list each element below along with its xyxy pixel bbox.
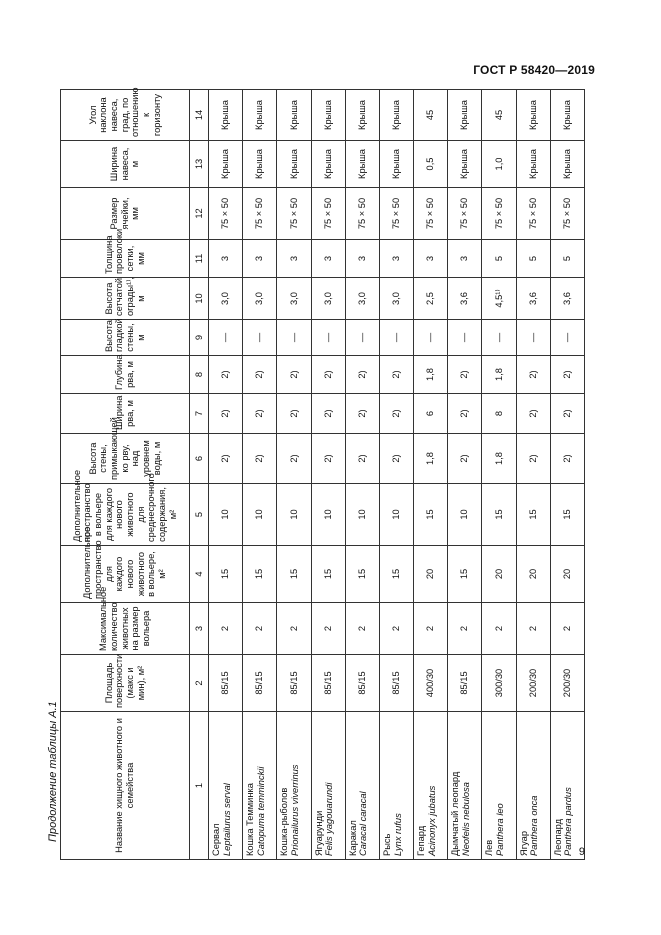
column-number-3: 3 xyxy=(190,603,209,655)
cell-col-3: 2 xyxy=(345,603,379,655)
column-number-4: 4 xyxy=(190,546,209,603)
cell-col-5: 10 xyxy=(243,484,277,546)
species-name-cell xyxy=(414,712,448,860)
table-row xyxy=(311,90,345,860)
cell-col-11: 5 xyxy=(516,240,550,278)
species-common-name: Дымчатый леопард xyxy=(450,771,461,856)
cell-col-8: 1,8 xyxy=(482,356,516,394)
cell-col-12: 75 × 50 xyxy=(550,188,584,240)
species-latin-name: Acinonyx jubatus xyxy=(426,785,437,856)
cell-col-9: — xyxy=(482,320,516,356)
species-name-cell xyxy=(448,712,482,860)
cell-col-5: 10 xyxy=(379,484,413,546)
cell-col-9: — xyxy=(209,320,243,356)
cell-col-3: 2 xyxy=(550,603,584,655)
column-header-11: Толщина проволоки сетки, мм xyxy=(61,240,190,278)
cell-col-4: 15 xyxy=(277,546,311,603)
cell-col-14: 45 xyxy=(414,90,448,141)
cell-col-2: 85/15 xyxy=(345,655,379,712)
cell-col-14: Крыша xyxy=(448,90,482,141)
cell-col-4: 20 xyxy=(414,546,448,603)
cell-col-7: 8 xyxy=(482,394,516,434)
cell-col-5: 10 xyxy=(277,484,311,546)
cell-col-2: 300/30 xyxy=(482,655,516,712)
species-name-cell xyxy=(516,712,550,860)
cell-col-6: 2) xyxy=(345,434,379,484)
column-number-14: 14 xyxy=(190,90,209,141)
cell-col-11: 3 xyxy=(209,240,243,278)
column-header-1: Название хищного животного и семейства xyxy=(61,712,190,860)
cell-col-12: 75 × 50 xyxy=(209,188,243,240)
cell-col-3: 2 xyxy=(209,603,243,655)
column-header-13: Ширина навеса, м xyxy=(61,141,190,188)
cell-col-12: 75 × 50 xyxy=(379,188,413,240)
cell-col-3: 2 xyxy=(482,603,516,655)
column-header-10: Высота сетчатой ограды¹⁾, м xyxy=(61,278,190,320)
cell-col-6: 2) xyxy=(448,434,482,484)
cell-col-10: 3,0 xyxy=(379,278,413,320)
cell-col-8: 1,8 xyxy=(414,356,448,394)
species-common-name: Лев xyxy=(484,839,495,856)
column-header-6: Высота стены, примыкающей ко рву, над уровнем воды, м xyxy=(61,434,190,484)
species-common-name: Сервал xyxy=(211,823,221,856)
cell-col-2: 400/30 xyxy=(414,655,448,712)
column-number-1: 1 xyxy=(190,712,209,860)
cell-col-4: 15 xyxy=(209,546,243,603)
table-body xyxy=(209,90,585,860)
cell-col-13: Крыша xyxy=(379,141,413,188)
cell-col-8: 2) xyxy=(448,356,482,394)
cell-col-10: 3,0 xyxy=(345,278,379,320)
table-row xyxy=(448,90,482,860)
cell-col-14: Крыша xyxy=(379,90,413,141)
cell-col-6: 2) xyxy=(243,434,277,484)
column-number-9: 9 xyxy=(190,320,209,356)
table-row xyxy=(277,90,311,860)
cell-col-7: 2) xyxy=(311,394,345,434)
table-row xyxy=(209,90,243,860)
species-name-cell xyxy=(277,712,311,860)
column-header-9: Высота гладкой стены, м xyxy=(61,320,190,356)
column-number-5: 5 xyxy=(190,484,209,546)
cell-col-13: Крыша xyxy=(345,141,379,188)
cell-col-14: Крыша xyxy=(311,90,345,141)
cell-col-4: 15 xyxy=(311,546,345,603)
column-header-5: Дополнительное пространство в вольере для каждого нового животного для среднесрочного содержания, м² xyxy=(61,484,190,546)
species-common-name: Гепард xyxy=(416,825,427,856)
cell-col-12: 75 × 50 xyxy=(516,188,550,240)
species-common-name: Кошка Темминка xyxy=(245,783,256,856)
column-header-4: Дополнительное пространство для каждого нового животного в вольере, м² xyxy=(61,546,190,603)
cell-col-14: 45 xyxy=(482,90,516,141)
species-latin-name: Panthera onca xyxy=(529,795,540,856)
cell-col-6: 2) xyxy=(277,434,311,484)
column-number-6: 6 xyxy=(190,434,209,484)
cell-col-10: 3,0 xyxy=(277,278,311,320)
cell-col-14: Крыша xyxy=(550,90,584,141)
species-name-cell xyxy=(311,712,345,860)
cell-col-13: 1,0 xyxy=(482,141,516,188)
cell-col-9: — xyxy=(243,320,277,356)
cell-col-2: 200/30 xyxy=(550,655,584,712)
table-row xyxy=(550,90,584,860)
cell-col-10: 3,6 xyxy=(448,278,482,320)
cell-col-9: — xyxy=(345,320,379,356)
cell-col-5: 10 xyxy=(311,484,345,546)
column-number-13: 13 xyxy=(190,141,209,188)
cell-col-6: 1,8 xyxy=(414,434,448,484)
cell-col-6: 1,8 xyxy=(482,434,516,484)
cell-col-8: 2) xyxy=(345,356,379,394)
species-name-cell xyxy=(379,712,413,860)
cell-col-12: 75 × 50 xyxy=(277,188,311,240)
species-latin-name: Catopuma temminckii xyxy=(255,766,266,856)
cell-col-2: 85/15 xyxy=(311,655,345,712)
table-row xyxy=(345,90,379,860)
species-common-name: Каракал xyxy=(347,820,358,856)
cell-col-11: 3 xyxy=(379,240,413,278)
cell-col-6: 2) xyxy=(209,434,243,484)
cell-col-5: 15 xyxy=(516,484,550,546)
cell-col-7: 2) xyxy=(448,394,482,434)
table-row xyxy=(414,90,448,860)
cell-col-6: 2) xyxy=(311,434,345,484)
cell-col-8: 2) xyxy=(243,356,277,394)
cell-col-10: 3,0 xyxy=(243,278,277,320)
column-header-7: Ширина рва, м xyxy=(61,394,190,434)
species-name-cell xyxy=(243,712,277,860)
cell-col-13: Крыша xyxy=(516,141,550,188)
species-latin-name: Felis yagouarundi xyxy=(324,782,335,856)
cell-col-12: 75 × 50 xyxy=(414,188,448,240)
column-header-3: Максимальное количество животных на размер вольера xyxy=(61,603,190,655)
data-table xyxy=(60,89,585,860)
cell-col-3: 2 xyxy=(243,603,277,655)
species-common-name: Кошка-рыболов xyxy=(279,787,290,856)
cell-col-12: 75 × 50 xyxy=(448,188,482,240)
cell-col-5: 10 xyxy=(209,484,243,546)
column-number-12: 12 xyxy=(190,188,209,240)
cell-col-4: 15 xyxy=(345,546,379,603)
cell-col-2: 85/15 xyxy=(379,655,413,712)
cell-col-5: 10 xyxy=(448,484,482,546)
cell-col-8: 2) xyxy=(379,356,413,394)
species-latin-name: Panthera leo xyxy=(495,803,506,856)
column-number-7: 7 xyxy=(190,394,209,434)
cell-col-8: 2) xyxy=(516,356,550,394)
column-header-14: Угол наклона навеса, град, по отношению к горизонту xyxy=(61,90,190,141)
cell-col-13: Крыша xyxy=(448,141,482,188)
cell-col-14: Крыша xyxy=(209,90,243,141)
cell-col-9: — xyxy=(516,320,550,356)
cell-col-14: Крыша xyxy=(345,90,379,141)
cell-col-10: 3,0 xyxy=(311,278,345,320)
cell-col-5: 15 xyxy=(482,484,516,546)
species-name-cell xyxy=(550,712,584,860)
column-number-2: 2 xyxy=(190,655,209,712)
cell-col-10: 4,5¹⁾ xyxy=(482,278,516,320)
cell-col-10: 3,6 xyxy=(550,278,584,320)
cell-col-3: 2 xyxy=(448,603,482,655)
column-number-11: 11 xyxy=(190,240,209,278)
header-row xyxy=(61,90,190,860)
cell-col-8: 2) xyxy=(209,356,243,394)
species-latin-name: Panthera pardus xyxy=(563,787,574,856)
cell-col-13: Крыша xyxy=(243,141,277,188)
cell-col-4: 20 xyxy=(482,546,516,603)
cell-col-11: 5 xyxy=(550,240,584,278)
column-header-12: Размер ячейки, мм xyxy=(61,188,190,240)
cell-col-2: 85/15 xyxy=(209,655,243,712)
cell-col-11: 3 xyxy=(243,240,277,278)
cell-col-10: 3,6 xyxy=(516,278,550,320)
cell-col-4: 20 xyxy=(516,546,550,603)
cell-col-14: Крыша xyxy=(277,90,311,141)
species-name-cell xyxy=(345,712,379,860)
table-row xyxy=(379,90,413,860)
cell-col-9: — xyxy=(277,320,311,356)
cell-col-13: Крыша xyxy=(277,141,311,188)
cell-col-11: 3 xyxy=(311,240,345,278)
cell-col-3: 2 xyxy=(311,603,345,655)
cell-col-11: 3 xyxy=(414,240,448,278)
cell-col-3: 2 xyxy=(516,603,550,655)
cell-col-6: 2) xyxy=(550,434,584,484)
species-latin-name: Lynx rufus xyxy=(392,813,403,856)
cell-col-7: 2) xyxy=(243,394,277,434)
cell-col-12: 75 × 50 xyxy=(243,188,277,240)
cell-col-13: Крыша xyxy=(209,141,243,188)
cell-col-10: 2,5 xyxy=(414,278,448,320)
cell-col-4: 15 xyxy=(243,546,277,603)
cell-col-7: 2) xyxy=(345,394,379,434)
species-common-name: Ягуарунди xyxy=(313,810,324,856)
table-row xyxy=(482,90,516,860)
column-number-8: 8 xyxy=(190,356,209,394)
table-caption: Продолжение таблицы А.1 xyxy=(47,701,59,842)
cell-col-7: 2) xyxy=(516,394,550,434)
cell-col-11: 5 xyxy=(482,240,516,278)
cell-col-5: 15 xyxy=(414,484,448,546)
cell-col-12: 75 × 50 xyxy=(345,188,379,240)
cell-col-11: 3 xyxy=(448,240,482,278)
cell-col-3: 2 xyxy=(379,603,413,655)
cell-col-13: Крыша xyxy=(550,141,584,188)
column-number-10: 10 xyxy=(190,278,209,320)
cell-col-13: 0,5 xyxy=(414,141,448,188)
rotated-table-wrapper xyxy=(60,87,585,860)
column-header-8: Глубина рва, м xyxy=(61,356,190,394)
cell-col-14: Крыша xyxy=(516,90,550,141)
species-common-name: Леопард xyxy=(552,818,563,856)
cell-col-11: 3 xyxy=(277,240,311,278)
cell-col-12: 75 × 50 xyxy=(482,188,516,240)
table-row xyxy=(516,90,550,860)
cell-col-9: — xyxy=(414,320,448,356)
cell-col-3: 2 xyxy=(277,603,311,655)
cell-col-2: 85/15 xyxy=(243,655,277,712)
cell-col-4: 15 xyxy=(448,546,482,603)
cell-col-2: 85/15 xyxy=(277,655,311,712)
cell-col-8: 2) xyxy=(277,356,311,394)
cell-col-5: 10 xyxy=(345,484,379,546)
column-number-row xyxy=(190,90,209,860)
cell-col-7: 2) xyxy=(550,394,584,434)
cell-col-6: 2) xyxy=(516,434,550,484)
cell-col-11: 3 xyxy=(345,240,379,278)
cell-col-5: 15 xyxy=(550,484,584,546)
cell-col-8: 2) xyxy=(311,356,345,394)
cell-col-9: — xyxy=(448,320,482,356)
cell-col-2: 85/15 xyxy=(448,655,482,712)
species-common-name: Рысь xyxy=(381,833,392,856)
standard-header: ГОСТ Р 58420—2019 xyxy=(473,63,595,77)
cell-col-14: Крыша xyxy=(243,90,277,141)
cell-col-7: 6 xyxy=(414,394,448,434)
cell-col-7: 2) xyxy=(209,394,243,434)
cell-col-13: Крыша xyxy=(311,141,345,188)
cell-col-7: 2) xyxy=(379,394,413,434)
cell-col-3: 2 xyxy=(414,603,448,655)
cell-col-9: — xyxy=(550,320,584,356)
cell-col-7: 2) xyxy=(277,394,311,434)
cell-col-4: 15 xyxy=(379,546,413,603)
species-latin-name: Neofelis nebulosa xyxy=(460,782,471,856)
species-latin-name: Prionailurus viverrinus xyxy=(290,764,301,856)
species-name-cell xyxy=(209,712,243,860)
page-number: 9 xyxy=(578,846,585,858)
cell-col-6: 2) xyxy=(379,434,413,484)
species-latin-name: Caracal caracal xyxy=(358,791,369,856)
cell-col-10: 3,0 xyxy=(209,278,243,320)
table-row xyxy=(243,90,277,860)
cell-col-8: 2) xyxy=(550,356,584,394)
species-name-cell xyxy=(482,712,516,860)
cell-col-4: 20 xyxy=(550,546,584,603)
cell-col-9: — xyxy=(379,320,413,356)
cell-col-12: 75 × 50 xyxy=(311,188,345,240)
species-common-name: Ягуар xyxy=(518,831,529,856)
cell-col-2: 200/30 xyxy=(516,655,550,712)
cell-col-9: — xyxy=(311,320,345,356)
species-latin-name: Leptailurus serval xyxy=(221,783,232,856)
column-header-2: Площадь поверхности (макс и мин), м² xyxy=(61,655,190,712)
